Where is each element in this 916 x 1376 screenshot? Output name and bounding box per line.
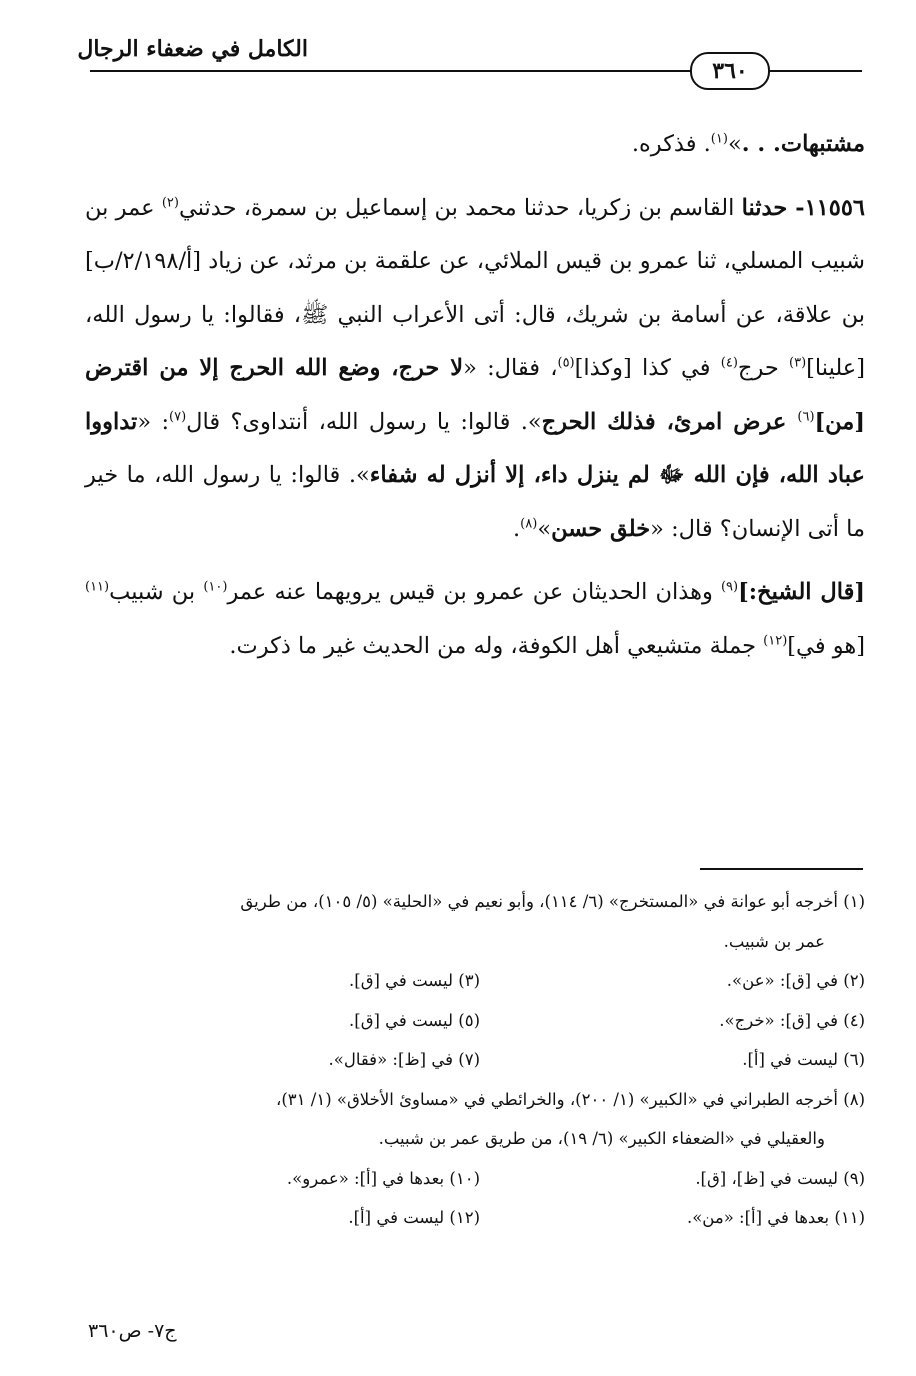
text-span: حرج (737, 355, 789, 381)
footnote-12: (١٢) ليست في [أ]. (348, 1208, 480, 1227)
text-span: وهذان الحديثان عن عمرو بن قيس يرويهما عنه عمر (227, 579, 721, 605)
footnote-ref: (٩) (720, 579, 739, 595)
footnote-row (95, 1198, 865, 1238)
text-span: . فذكره. (631, 131, 711, 157)
text-span: [هو في] (787, 632, 865, 659)
footnote-7: (٧) في [ظ]: «فقال». (328, 1050, 480, 1069)
text-span: » (727, 131, 742, 157)
footnote-row (95, 1159, 865, 1199)
main-text (85, 118, 865, 673)
footnote-6: (٦) ليست في [أ]. (742, 1050, 865, 1069)
footnote-ref: (١) (710, 131, 728, 147)
footnote-8: (٨) أخرجه الطبراني في «الكبير» (١/ ٢٠٠)، والخرائطي في «مساوئ الأخلاق» (١/ ٣١)، (276, 1089, 865, 1109)
bold-text: لا حرج، وضع الله الحرج إلا من اقترض [من] (85, 355, 866, 435)
text-span: . (513, 515, 521, 542)
footnote-ref: (٨) (520, 516, 538, 531)
text-span: بن شبيب (109, 579, 204, 605)
bold-text: مشتبهات. . . (741, 131, 865, 157)
footnote-1: (١) أخرجه أبو عوانة في «المستخرج» (٦/ ١١٤)، وأبو نعيم في «الحلية» (٥/ ١٠٥)، من طريق (240, 892, 865, 911)
bold-text: عرض امرئ، فذلك الحرج (541, 408, 798, 435)
bold-text: تداووا عباد الله، فإن الله ﷻ لم ينزل داء، إلا أنزل له شفاء (85, 408, 865, 488)
footnote-ref: (٥) (557, 355, 575, 371)
footnote-5: (٥) ليست في [ق]. (349, 1010, 480, 1030)
paragraph-2 (85, 182, 865, 557)
footnote-9: (٩) ليست في [ظ]، [ق]. (695, 1168, 865, 1188)
footnote-row (95, 1001, 865, 1041)
footnotes (95, 882, 865, 1238)
text-span: ». قالوا: يا رسول الله، أنتداوى؟ قال (186, 408, 542, 435)
footnote-ref: (٧) (169, 409, 187, 424)
bold-text: [قال الشيخ:] (738, 579, 865, 605)
footnote-ref: (٢) (161, 195, 179, 210)
text-span: » (537, 515, 552, 542)
page-header (0, 0, 916, 110)
footnote-ref: (١٢) (763, 633, 788, 648)
bold-text: خلق حسن (551, 515, 651, 542)
footnote-ref: (١٠) (203, 579, 228, 595)
text-span: القاسم بن زكريا، حدثنا محمد بن إسماعيل بن سمرة، حدثني (178, 194, 742, 221)
footnote-11: (١١) بعدها في [أ]: «من». (686, 1208, 865, 1227)
text-span: ، فقال: « (463, 355, 558, 381)
text-span: ». قالوا: يا رسول الله، ما خير ما أتى الإنسان؟ قال: « (85, 462, 865, 542)
page-number-badge: ٣٦٠ (690, 52, 770, 90)
hadith-number: ١١٥٥٦- حدثنا (741, 194, 865, 221)
paragraph-3 (85, 566, 865, 673)
page-location: ج٧- ص٣٦٠ (88, 1320, 177, 1342)
text-span: : « (137, 408, 170, 435)
footnote-10: (١٠) بعدها في [أ]: «عمرو». (286, 1168, 480, 1188)
footnote-2: (٢) في [ق]: «عن». (726, 971, 865, 990)
footnote-row (95, 961, 865, 1001)
book-title: الكامل في ضعفاء الرجال (77, 36, 308, 62)
text-span: جملة متشيعي أهل الكوفة، وله من الحديث غير ما ذكرت. (229, 632, 764, 659)
footnote-4: (٤) في [ق]: «خرج». (719, 1010, 865, 1030)
footnote-8-continuation: والعقيلي في «الضعفاء الكبير» (٦/ ١٩)، من طريق عمر بن شبيب. (378, 1129, 825, 1148)
text-span: في كذا [وكذا] (574, 355, 721, 381)
footnote-row (95, 1040, 865, 1080)
paragraph-1 (85, 118, 865, 172)
footnote-1-continuation: عمر بن شبيب. (723, 931, 825, 951)
footnote-ref: (٣) (789, 355, 807, 371)
text-span: عمر بن شبيب المسلي، ثنا عمرو بن قيس الملائي، عن علقمة بن مرثد، عن زياد [أ/٢/١٩٨/ب] بن علاقة، عن أسامة بن شريك، قال: أتى الأعراب النبي ﷺ، فقالوا: يا رسول الله، [علينا] (85, 194, 866, 381)
footnote-ref: (٤) (720, 355, 738, 371)
footnote-separator (700, 868, 863, 870)
footnote-3: (٣) ليست في [ق]. (349, 971, 480, 990)
footnote-ref: (١١) (85, 579, 110, 595)
footnote-ref: (٦) (797, 409, 815, 424)
